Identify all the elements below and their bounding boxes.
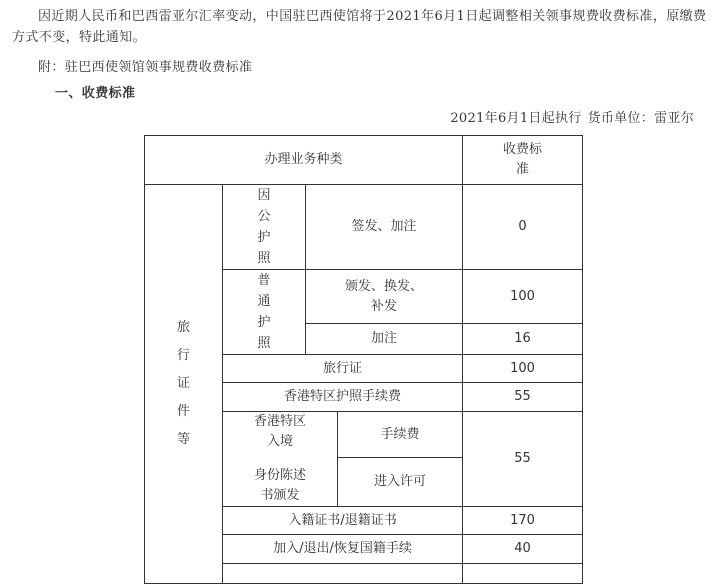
ordinary-passport-fee: 100 bbox=[463, 270, 583, 324]
travel-permit-item: 旅行证 bbox=[223, 355, 463, 383]
ordinary-passport-label: 普通护照 bbox=[257, 273, 271, 351]
header-type: 办理业务种类 bbox=[145, 136, 463, 185]
passport-endorsement-fee: 16 bbox=[463, 324, 583, 355]
official-passport-item: 签发、加注 bbox=[306, 185, 463, 270]
naturalization-item: 入籍证书/退籍证书 bbox=[223, 507, 463, 535]
header-fee-label: 收费标准 bbox=[503, 142, 543, 177]
category-cell bbox=[145, 185, 223, 584]
notice-intro: 因近期人民币和巴西雷亚尔汇率变动，中国驻巴西使馆将于2021年6月1日起调整相关领事规费收费标准，原缴费方式不变，特此通知。 bbox=[12, 9, 707, 45]
table-row bbox=[145, 185, 583, 270]
hk-entry-item: 手续费 bbox=[338, 412, 463, 458]
attachment-line: 附：驻巴西使领馆领事规费收费标准 bbox=[38, 60, 253, 75]
travel-permit-fee: 100 bbox=[463, 355, 583, 383]
hk-passport-item: 香港特区护照手续费 bbox=[223, 383, 463, 412]
passport-endorsement-item: 加注 bbox=[306, 324, 463, 355]
hk-entry-cell bbox=[223, 412, 338, 507]
ordinary-passport-cell bbox=[223, 270, 306, 355]
hk-entry-label-line1: 香港特区入境 bbox=[253, 414, 306, 449]
empty-fee-cell bbox=[463, 564, 583, 584]
effective-date: 2021年6月1日起执行 bbox=[450, 111, 582, 126]
currency-unit: 货币单位：雷亚尔 bbox=[587, 111, 694, 126]
fee-table bbox=[144, 135, 583, 584]
hk-entry-label-line2: 身份陈述书颁发 bbox=[253, 468, 306, 503]
nationality-fee: 40 bbox=[463, 535, 583, 564]
naturalization-fee: 170 bbox=[463, 507, 583, 535]
table-header-row bbox=[145, 136, 583, 185]
official-passport-fee: 0 bbox=[463, 185, 583, 270]
hk-passport-fee: 55 bbox=[463, 383, 583, 412]
ordinary-passport-item-label: 颁发、换发、补发 bbox=[344, 278, 423, 314]
official-passport-label: 因公护照 bbox=[257, 188, 271, 266]
effective-line bbox=[450, 107, 694, 126]
empty-cell bbox=[223, 564, 463, 584]
section-title: 一、收费标准 bbox=[55, 86, 136, 101]
category-label: 旅行证件等 bbox=[176, 320, 190, 447]
header-fee bbox=[463, 136, 583, 185]
ordinary-passport-item bbox=[306, 270, 463, 324]
hk-entry-fee: 55 bbox=[463, 412, 583, 507]
hk-entry-item: 进入许可 bbox=[338, 458, 463, 507]
official-passport-cell bbox=[223, 185, 306, 270]
nationality-item: 加入/退出/恢复国籍手续 bbox=[223, 535, 463, 564]
